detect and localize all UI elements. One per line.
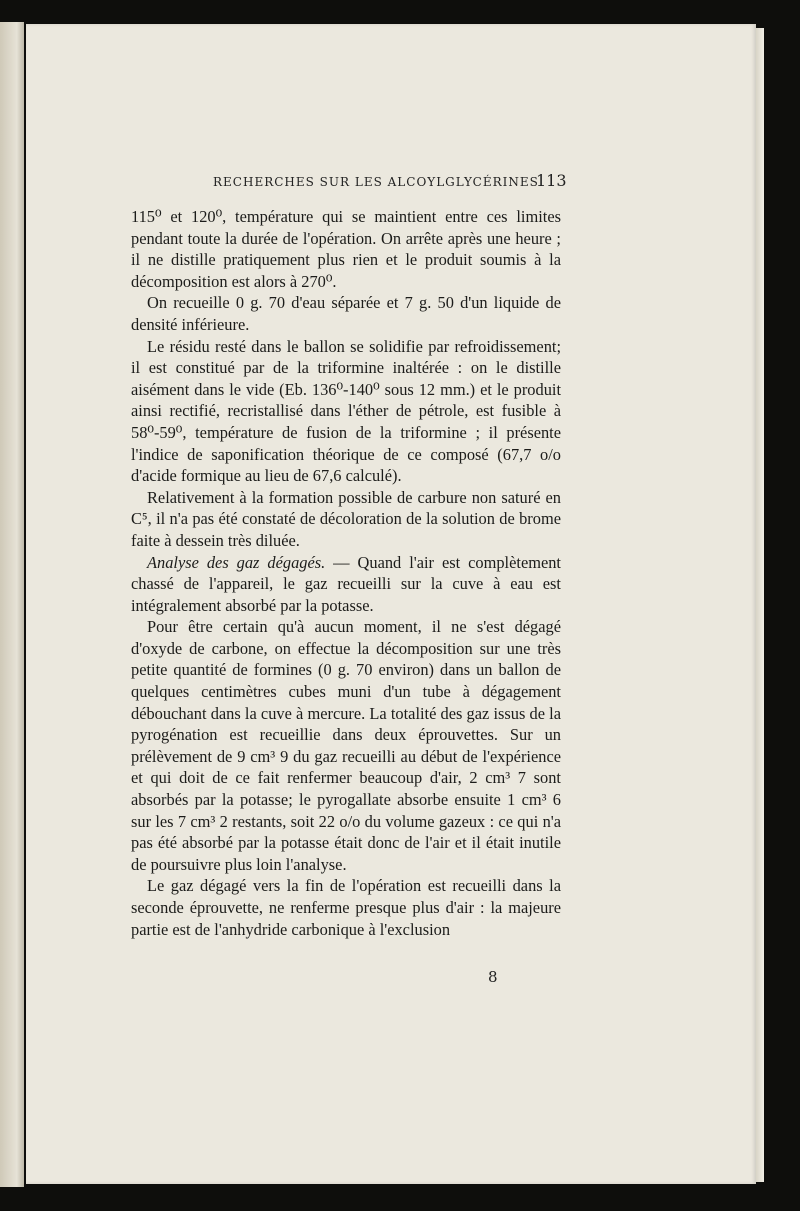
page-number: 113 xyxy=(536,171,567,190)
page-edge xyxy=(756,28,764,1182)
paragraph: Pour être certain qu'à aucun moment, il ne s'est dégagé d'oxyde de carbone, on effectue la décomposition sur une très petite quantité de formines (0 g. 70 environ) dans un ballon de quelques centimètres cubes muni d'un tube à dégagement débouchant dans la cuve à mercure. La totalité des gaz issus de la pyrogénation est recueillie dans deux éprouvettes. Sur un prélèvement de 9 cm³ 9 du gaz recueilli au début de l'expérience et qui doit de ce fait renfermer beaucoup d'air, 2 cm³ 7 sont absorbés par la potasse; le pyrogallate absorbe ensuite 1 cm³ 6 sur les 7 cm³ 2 restants, soit 22 o/o du volume gazeux : ce qui n'a pas été absorbé par la potasse était donc de l'air et il était inutile de poursuivre plus loin l'analyse. xyxy=(131,617,561,874)
paragraph: Le gaz dégagé vers la fin de l'opération est recueilli dans la seconde éprouvette, ne renferme presque plus d'air : la majeure partie est de l'anhydride carbonique à l'exclusion xyxy=(131,876,561,939)
running-header: RECHERCHES SUR LES ALCOYLGLYCÉRINES xyxy=(213,175,539,189)
signature-mark: 8 xyxy=(488,968,498,986)
section-title: Analyse des gaz dégagés. xyxy=(147,552,326,572)
paragraph: On recueille 0 g. 70 d'eau séparée et 7 g. 50 d'un liquide de densité inférieure. xyxy=(131,293,561,334)
paragraph: Le résidu resté dans le ballon se solidifie par refroidissement; il est constitué par de la triformine inaltérée : on le distille aisément dans le vide (Eb. 136⁰-140⁰ sous 12 mm.) et le produit ainsi rectifié, recristallisé dans l'éther de pétrole, est fusible à 58⁰-59⁰, température de fusion de la triformine ; il présente l'indice de saponification théorique de ce composé (67,7 o/o d'acide formique au lieu de 67,6 calculé). xyxy=(131,336,561,486)
left-page-edge xyxy=(0,22,24,1187)
paragraph-text: — Quand l'air est complètement chassé de l'appareil, le gaz recueilli sur la cuve à eau est intégralement absorbé par la potasse. xyxy=(131,552,561,615)
paragraph: Relativement à la formation possible de carbure non saturé en C⁵, il n'a pas été constaté de décoloration de la solution de brome faite à dessein très diluée. xyxy=(131,487,561,550)
body-text xyxy=(131,206,561,940)
analysis-paragraph xyxy=(131,552,561,617)
paragraph: 115⁰ et 120⁰, température qui se maintient entre ces limites pendant toute la durée de l'opération. On arrête après une heure ; il ne distille pratiquement plus rien et le produit soumis à la décomposition est alors à 270⁰. xyxy=(131,207,561,291)
